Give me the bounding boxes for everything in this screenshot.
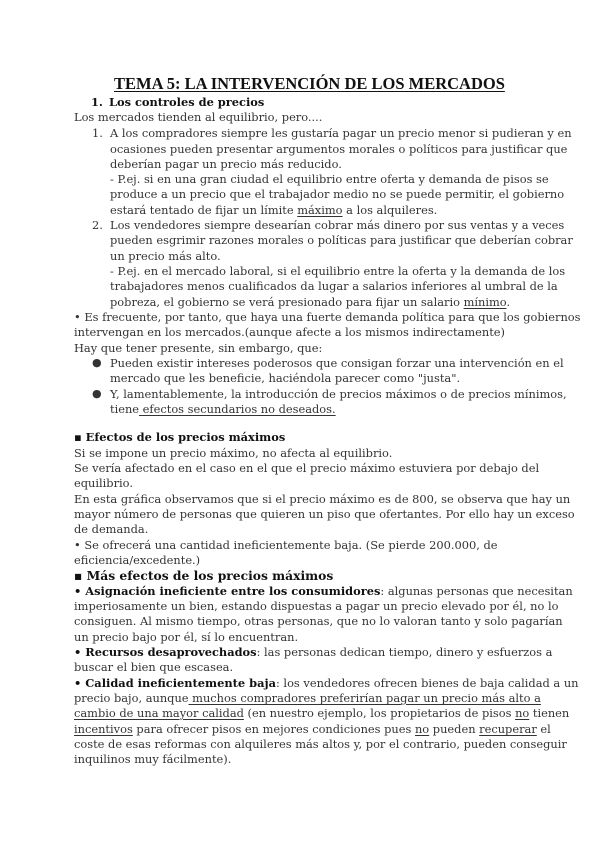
underlined-maximo: máximo [297,203,343,217]
bullet2-line1: Y, lamentablemente, la introducción de precios máximos o de precios mínimos, [110,387,567,401]
page-title: TEMA 5: LA INTERVENCIÓN DE LOS MERCADOS [114,74,505,93]
calidad-line4: incentivos para ofrecer pisos en mejores condiciones pues no pueden recuperar el [74,722,551,736]
paragraph-line3: Hay que tener presente, sin embargo, que: [74,341,323,355]
item1-line1: A los compradores siempre les gustaría pagar un precio menor si pudieran y en [110,126,572,140]
section1-number: 1. [91,95,103,109]
item2-line3: un precio más alto. [110,249,221,263]
item1-number: 1. [92,126,103,140]
bullet-dot: ● [92,356,102,369]
recursos-line2: buscar el bien que escasea. [74,660,234,674]
item2-example-line3: pobreza, el gobierno se verá presionado para fijar un salario mínimo. [110,295,511,309]
item1-example-line1: - P.ej. si en una gran ciudad el equilibrio entre oferta y demanda de pisos se [110,172,549,186]
asignacion-term: • Asignación ineficiente entre los consumidores [74,584,381,598]
recursos-line1: • Recursos desaprovechados: las personas dedican tiempo, dinero y esfuerzos a [74,645,553,659]
section2-line8: eficiencia/excedente.) [74,553,201,567]
underlined-minimo: mínimo [463,295,507,309]
item2-number: 2. [92,218,103,232]
section2-line7: • Se ofrecerá una cantidad ineficientemente baja. (Se pierde 200.000, de [74,538,498,552]
section2-heading: ▪ Efectos de los precios máximos [74,430,286,444]
asignacion-line1: • Asignación ineficiente entre los consumidores: algunas personas que necesitan [74,584,573,598]
bullet-dot: ● [92,387,102,400]
item1-line3: deberían pagar un precio más reducido. [110,157,342,171]
calidad-line2: precio bajo, aunque muchos compradores preferirían pagar un precio más alto a [74,691,541,705]
recursos-term: • Recursos desaprovechados [74,645,257,659]
section3-heading: ▪ Más efectos de los precios máximos [74,568,334,583]
item2-line2: pueden esgrimir razones morales o políticas para justificar que deberían cobrar [110,233,573,247]
item1-line2: ocasiones pueden presentar argumentos morales o políticos para justificar que [110,142,568,156]
section1-intro: Los mercados tienden al equilibrio, pero.... [74,110,323,124]
asignacion-line3: consiguen. Al mismo tiempo, otras personas, que no lo valoran tanto y solo pagarían [74,614,563,628]
paragraph-line2: intervengan en los mercados.(aunque afecte a los mismos indirectamente) [74,325,505,339]
section2-line1: Si se impone un precio máximo, no afecta al equilibrio. [74,446,393,460]
calidad-line3: cambio de una mayor calidad (en nuestro ejemplo, los propietarios de pisos no tienen [74,706,570,720]
asignacion-line4: un precio bajo por él, sí lo encuentran. [74,630,299,644]
bullet1-line2: mercado que les beneficie, haciéndola parecer como "justa". [110,371,461,385]
calidad-line1: • Calidad ineficientemente baja: los vendedores ofrecen bienes de baja calidad a un [74,676,579,690]
bullet2-line2: tiene efectos secundarios no deseados. [110,402,336,416]
item1-example-line2: produce a un precio que el trabajador medio no se puede permitir, el gobierno [110,187,565,201]
bullet1-line1: Pueden existir intereses poderosos que consigan forzar una intervención en el [110,356,564,370]
paragraph-line1: • Es frecuente, por tanto, que haya una fuerte demanda política para que los gobiernos [74,310,581,324]
underlined-side-effects: efectos secundarios no deseados. [139,402,336,416]
section2-line5: mayor número de personas que quieren un piso que ofertantes. Por ello hay un exceso [74,507,575,521]
section2-line4: En esta gráfica observamos que si el precio máximo es de 800, se observa que hay un [74,492,571,506]
item2-example-line2: trabajadores menos cualificados da lugar a salarios inferiores al umbral de la [110,279,558,293]
item2-line1: Los vendedores siempre desearían cobrar más dinero por sus ventas y a veces [110,218,565,232]
calidad-term: • Calidad ineficientemente baja [74,676,276,690]
section2-line2: Se vería afectado en el caso en el que el precio máximo estuviera por debajo del [74,461,540,475]
section2-line3: equilibrio. [74,476,133,490]
calidad-line5: coste de esas reformas con alquileres más altos y, por el contrario, pueden conseguir [74,737,567,751]
item1-example-line3: estará tentado de fijar un límite máximo a los alquileres. [110,203,438,217]
item2-example-line1: - P.ej. en el mercado laboral, si el equilibrio entre la oferta y la demanda de los [110,264,566,278]
section2-line6: de demanda. [74,522,149,536]
calidad-line6: inquilinos muy fácilmente). [74,752,232,766]
asignacion-line2: imperiosamente un bien, estando dispuestas a pagar un precio elevado por él, no lo [74,599,559,613]
section1-heading: Los controles de precios [109,95,265,109]
